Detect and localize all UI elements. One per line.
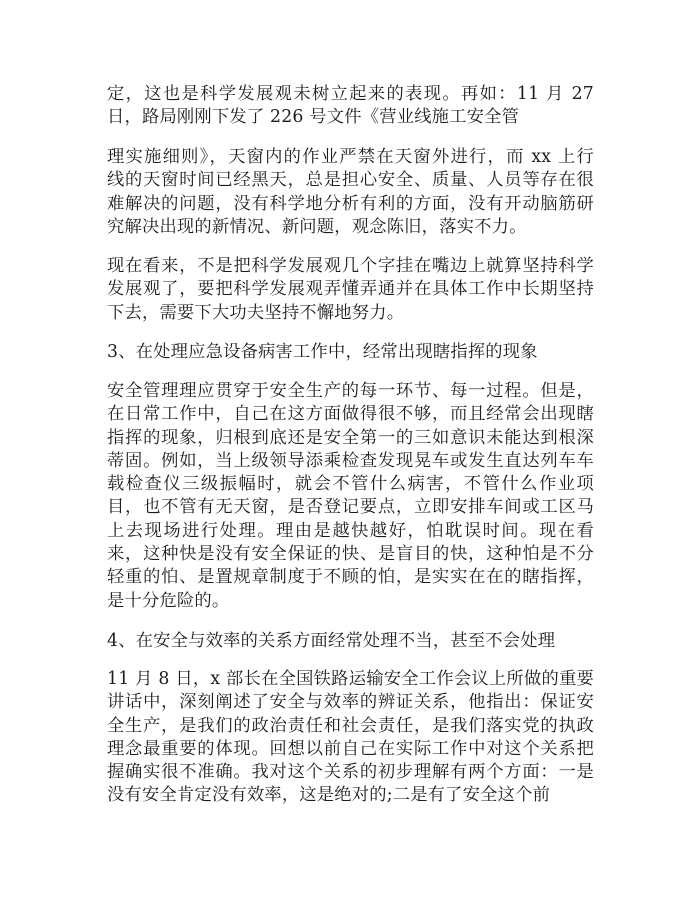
- paragraph-3: [107, 255, 594, 325]
- text-line: 定，这也是科学发展观未树立起来的表现。再如：11 月 27: [107, 84, 594, 104]
- text-line: 蒂固。例如，当上级领导添乘检查发现晃车或发生直达列车车: [107, 450, 594, 471]
- text-line: 来，这种快是没有安全保证的快、是盲目的快，这种怕是不分: [107, 544, 594, 565]
- heading-text: 4、在安全与效率的关系方面经常处理不当，甚至不会处理: [107, 631, 556, 651]
- text-line: 讲话中，深刻阐述了安全与效率的辨证关系，他指出：保证安: [107, 692, 594, 713]
- text-line: 理实施细则》，天窗内的作业严禁在天窗外进行，而 xx 上行: [107, 147, 594, 167]
- paragraph-2: [107, 146, 594, 239]
- text-line: 载检查仪三级振幅时，就会不管什么病害，不管什么作业项: [107, 474, 594, 495]
- text-line: 发展观了，要把科学发展观弄懂弄通并在具体工作中长期坚持: [107, 279, 594, 300]
- text-line: 现在看来，不是把科学发展观几个字挂在嘴边上就算坚持科学: [107, 256, 594, 276]
- text-line: 指挥的现象，归根到底还是安全第一的三如意识未能达到根深: [107, 427, 594, 448]
- text-line: 全生产，是我们的政治责任和社会责任，是我们落实党的执政: [107, 715, 594, 736]
- text-line: 目，也不管有无天窗，是否登记要点，立即安排车间或工区马: [107, 497, 594, 518]
- heading-text: 3、在处理应急设备病害工作中，经常出现瞎指挥的现象: [107, 342, 538, 362]
- text-line: 究解决出现的新情况、新问题，观念陈旧，落实不力。: [107, 216, 527, 237]
- text-line: 上去现场进行处理。理由是越快越好，怕耽误时间。现在看: [107, 520, 594, 541]
- text-line: 轻重的怕、是置规章制度于不顾的怕，是实实在在的瞎指挥，: [107, 567, 594, 588]
- text-line: 在日常工作中，自己在这方面做得很不够，而且经常会出现瞎: [107, 404, 594, 425]
- paragraph-1: [107, 83, 594, 130]
- paragraph-4: [107, 380, 594, 613]
- text-line: 线的天窗时间已经黑天，总是担心安全、质量、人员等存在很: [107, 170, 594, 191]
- text-line: 下去，需要下大功夫坚持不懈地努力。: [107, 302, 405, 323]
- section-heading-3: [107, 341, 594, 364]
- section-heading-4: [107, 630, 594, 653]
- text-line: 11 月 8 日，x 部长在全国铁路运输安全工作会议上所做的重要: [107, 669, 594, 689]
- text-line: 日，路局刚刚下发了 226 号文件《营业线施工安全管: [107, 107, 520, 128]
- text-line: 没有安全肯定没有效率，这是绝对的;二是有了安全这个前: [107, 785, 551, 806]
- text-line: 难解决的问题，没有科学地分析有利的方面，没有开动脑筋研: [107, 193, 594, 214]
- text-line: 握确实很不准确。我对这个关系的初步理解有两个方面：一是: [107, 762, 594, 783]
- text-line: 是十分危险的。: [107, 590, 230, 611]
- paragraph-5: [107, 668, 594, 808]
- text-line: 安全管理理应贯穿于安全生产的每一环节、每一过程。但是，: [107, 381, 594, 401]
- text-line: 理念最重要的体现。回想以前自己在实际工作中对这个关系把: [107, 738, 594, 759]
